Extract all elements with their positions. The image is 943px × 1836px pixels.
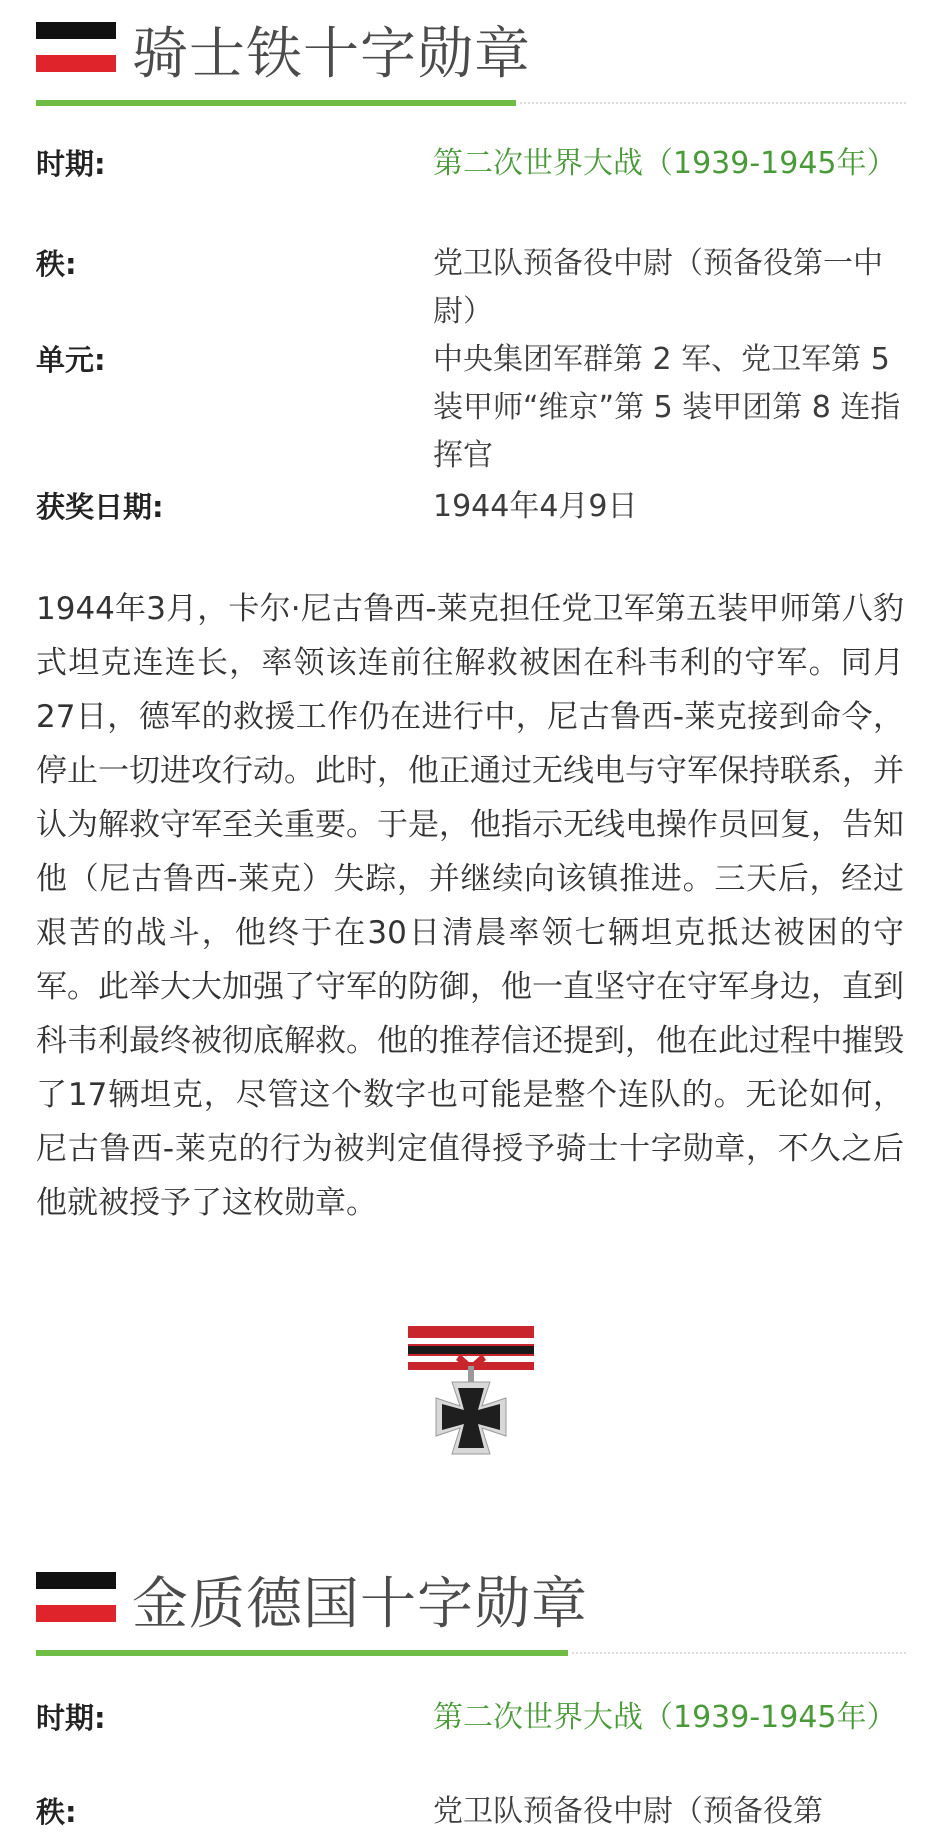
narrative-paragraph: 1944年3月，卡尔·尼古鲁西-莱克担任党卫军第五装甲师第八豹式坦克连连长，率领该连前往解救被困在科韦利的守军。同月27日，德军的救援工作仍在进行中，尼古鲁西-莱克接到命令，停止一切进攻行动。此时，他正通过无线电与守军保持联系，并认为解救守军至关重要。于是，他指示无线电操作员回复，告知他（尼古鲁西-莱克）失踪，并继续向该镇推进。三天后，经过艰苦的战斗，他终于在30日清晨率领七辆坦克抵达被困的守军。此举大大加强了守军的防御，他一直坚守在守军身边，直到科韦利最终被彻底解救。他的推荐信还提到，他在此过程中摧毁了17辆坦克，尽管这个数字也可能是整个连队的。无论如何，尼古鲁西-莱克的行为被判定值得授予骑士十字勋章，不久之后他就被授予了这枚勋章。 [36, 591, 904, 1221]
info-label: 单元: [36, 343, 106, 377]
info-value-rank: 党卫队预备役中尉（预备役第 [433, 1794, 823, 1829]
info-label: 秩: [36, 247, 77, 281]
title-divider [36, 1650, 906, 1656]
section-title: 骑士铁十字勋章 [132, 22, 531, 87]
info-value-period[interactable]: 第二次世界大战（1939-1945年） [433, 146, 897, 181]
info-label: 获奖日期: [36, 490, 164, 524]
info-value-award-date: 1944年4月9日 [433, 489, 638, 524]
info-label: 秩: [36, 1795, 77, 1829]
section-title: 金质德国十字勋章 [132, 1572, 588, 1637]
title-divider [36, 100, 906, 106]
info-value-unit: 中央集团军群第 2 军、党卫军第 5 装甲师“维京”第 5 装甲团第 8 连指挥官 [433, 342, 901, 473]
info-value-rank: 党卫队预备役中尉（预备役第一中尉） [433, 246, 883, 329]
info-label: 时期: [36, 147, 106, 181]
imperial-flag-icon [36, 22, 116, 72]
knights-cross-medal-icon [408, 1326, 534, 1476]
info-value-period[interactable]: 第二次世界大战（1939-1945年） [433, 1700, 897, 1735]
info-label: 时期: [36, 1701, 106, 1735]
imperial-flag-icon [36, 1572, 116, 1622]
